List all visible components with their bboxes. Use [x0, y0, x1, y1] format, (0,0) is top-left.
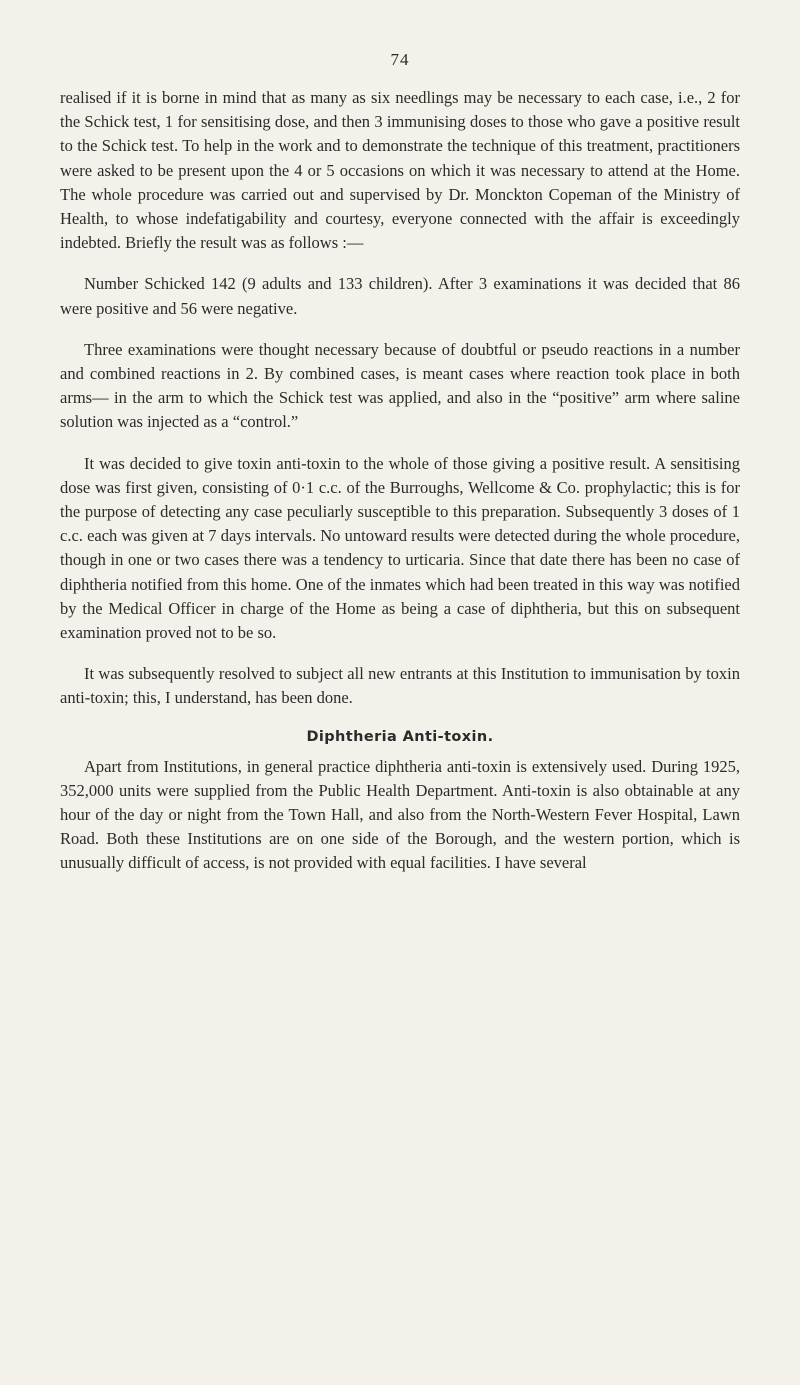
paragraph-antitoxin-supply: Apart from Institutions, in general practice diphtheria anti-toxin is extensively used. During 1925, 352,000 units were supplied from the Public Health Department. Anti-toxin is also obtainable at any hour of the day or night from the Town Hall, and also from the North-Western Fever Hospital, Lawn Road. Both these Institutions are on one side of the Borough, and the western portion, which is unusually difficult of access, is not provided with equal facilities. I have several [60, 756, 740, 873]
paragraph-toxin-antitoxin: It was decided to give toxin anti-toxin to the whole of those giving a positive result. A sensitising dose was first given, consisting of 0·1 c.c. of the Burroughs, Wellcome & Co. prophylactic; this is for the purpose of detecting any case peculiarly susceptible to this preparation. Subsequently 3 doses of 1 c.c. each was given at 7 days intervals. No untoward results were detected during the whole procedure, though in one or two cases there was a tendency to urticaria. Since that date there has been no case of diphtheria notified from this home. One of the inmates which had been treated in this way was notified by the Medical Officer in charge of the Home as being a case of diphtheria, but this on subsequent examination proved not to be so. [60, 453, 740, 643]
paragraph-new-entrants: It was subsequently resolved to subject all new entrants at this Institution to immunisation by toxin anti-toxin; this, I understand, has been done. [60, 664, 740, 708]
paragraph-schick-numbers: Number Schicked 142 (9 adults and 133 children). After 3 examinations it was decided that 86 were positive and 56 were negative. [60, 274, 740, 318]
paragraph-examinations: Three examinations were thought necessary because of doubtful or pseudo reactions in a number and combined reactions in 2. By combined cases, is meant cases where reaction took place in both arms— in the arm to which the Schick test was applied, and also in the “positive” arm where saline solution was injected as a “control.” [60, 339, 740, 432]
page-body [60, 86, 740, 893]
section-heading: Diphtheria Anti-toxin. [306, 728, 494, 745]
page-number: 74 [390, 50, 410, 69]
paragraph-continued: realised if it is borne in mind that as many as six needlings may be necessary to each case, i.e., 2 for the Schick test, 1 for sensitising dose, and then 3 immunising doses to those who gave a positive result to the Schick test. To help in the work and to demonstrate the technique of this treatment, practitioners were asked to be present upon the 4 or 5 occasions on which it was necessary to attend at the Home. The whole procedure was carried out and supervised by Dr. Monckton Copeman of the Ministry of Health, to whose indefatigability and courtesy, everyone connected with the affair is exceedingly indebted. Briefly the result was as follows :— [60, 88, 740, 253]
